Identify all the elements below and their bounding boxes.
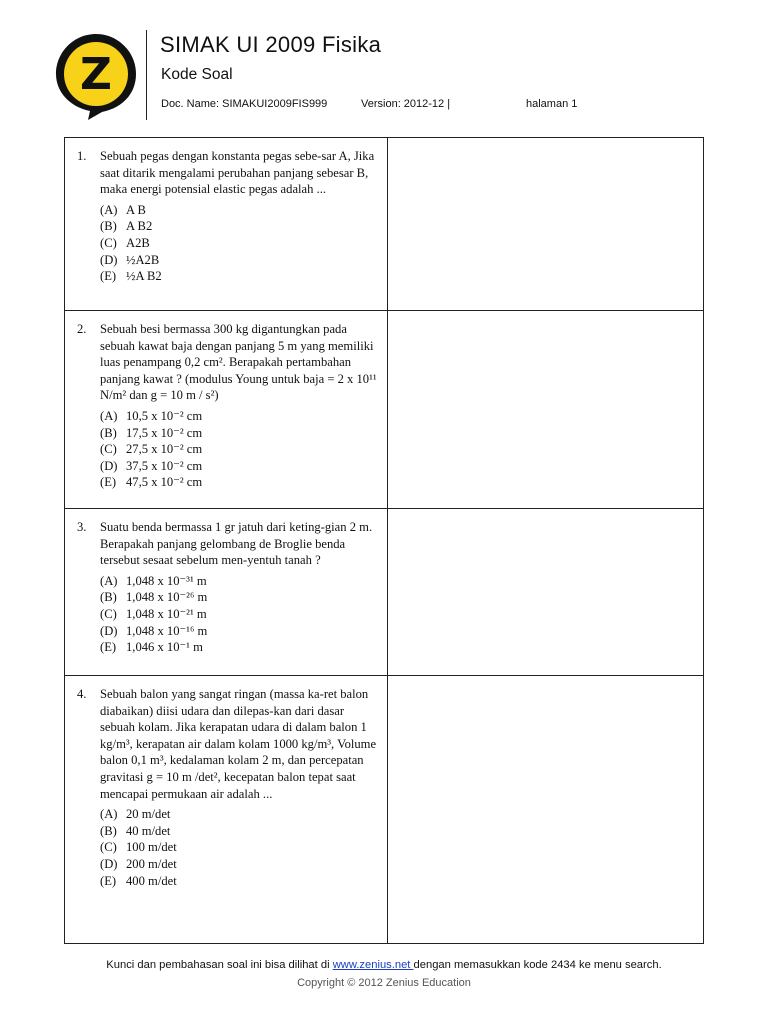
- option-label: (D): [100, 252, 118, 267]
- option-text: A B: [126, 202, 146, 217]
- option-label: (D): [100, 623, 118, 638]
- option-label: (D): [100, 856, 118, 871]
- option-text: 17,5 x 10⁻² cm: [126, 425, 203, 440]
- question-text: Suatu benda bermassa 1 gr jatuh dari keting-gian 2 m. Berapakah panjang gelombang de Broglie benda tersebut sesaat sebelum men-yentuh tanah ?: [100, 520, 373, 568]
- option-c: [100, 606, 379, 623]
- page-number: halaman 1: [526, 98, 578, 110]
- option-a: [100, 408, 379, 425]
- option-label: (E): [100, 475, 117, 490]
- option-a: [100, 806, 379, 823]
- option-c: [100, 839, 379, 856]
- option-label: (B): [100, 219, 117, 234]
- question-cell: [65, 509, 388, 676]
- option-text: ½A B2: [126, 269, 162, 284]
- option-b: [100, 823, 379, 840]
- option-d: [100, 856, 379, 873]
- option-b: [100, 589, 379, 606]
- option-label: (B): [100, 590, 117, 605]
- option-label: (C): [100, 235, 117, 250]
- option-text: 200 m/det: [126, 856, 177, 871]
- option-b: [100, 425, 379, 442]
- footer-text-after: dengan memasukkan kode 2434 ke menu search.: [413, 959, 662, 971]
- option-text: 1,046 x 10⁻¹ m: [126, 640, 203, 655]
- option-label: (C): [100, 606, 117, 621]
- option-label: (A): [100, 202, 118, 217]
- footer-text-before: Kunci dan pembahasan soal ini bisa dilihat di: [106, 959, 333, 971]
- option-text: 20 m/det: [126, 807, 171, 822]
- option-list: [100, 573, 379, 656]
- option-label: (E): [100, 269, 117, 284]
- doc-name: Doc. Name: SIMAKUI2009FIS999: [161, 98, 328, 110]
- option-text: 37,5 x 10⁻² cm: [126, 458, 203, 473]
- option-b: [100, 218, 379, 235]
- option-c: [100, 235, 379, 252]
- answer-cell: [388, 509, 704, 676]
- option-text: A2B: [126, 235, 150, 250]
- option-label: (C): [100, 442, 117, 457]
- doc-version: Version: 2012-12 |: [361, 98, 451, 110]
- page-subtitle: Kode Soal: [161, 66, 233, 83]
- question-text: Sebuah pegas dengan konstanta pegas sebe-sar A, Jika saat ditarik mengalami perubahan panjang sebesar B, maka energi potensial elastic pegas adalah ...: [100, 149, 375, 197]
- option-d: [100, 623, 379, 640]
- question-table: [64, 137, 704, 944]
- question-number: 1.: [77, 149, 87, 163]
- option-label: (C): [100, 840, 117, 855]
- page-title: SIMAK UI 2009 Fisika: [160, 32, 382, 57]
- option-e: [100, 873, 379, 890]
- answer-cell: [388, 311, 704, 509]
- option-label: (A): [100, 408, 118, 423]
- option-label: (E): [100, 640, 117, 655]
- question-number: 4.: [77, 687, 87, 701]
- logo-letter: Z: [80, 49, 112, 100]
- option-text: 400 m/det: [126, 873, 177, 888]
- option-label: (B): [100, 823, 117, 838]
- option-text: A B2: [126, 219, 153, 234]
- option-text: 47,5 x 10⁻² cm: [126, 475, 203, 490]
- option-text: 10,5 x 10⁻² cm: [126, 408, 203, 423]
- header-divider: [146, 30, 147, 120]
- option-text: 40 m/det: [126, 823, 171, 838]
- question-cell: [65, 138, 388, 311]
- question-cell: [65, 311, 388, 509]
- option-text: 1,048 x 10⁻²⁶ m: [126, 590, 208, 605]
- option-a: [100, 202, 379, 219]
- option-text: 1,048 x 10⁻³¹ m: [126, 573, 207, 588]
- option-c: [100, 441, 379, 458]
- copyright: Copyright © 2012 Zenius Education: [297, 977, 471, 989]
- option-list: [100, 408, 379, 491]
- option-list: [100, 806, 379, 889]
- option-e: [100, 268, 379, 285]
- option-text: 100 m/det: [126, 840, 177, 855]
- option-text: 27,5 x 10⁻² cm: [126, 442, 203, 457]
- footer-note: [0, 959, 768, 971]
- question-number: 2.: [77, 322, 87, 336]
- option-label: (A): [100, 807, 118, 822]
- answer-cell: [388, 138, 704, 311]
- question-cell: [65, 676, 388, 944]
- question-text: Sebuah balon yang sangat ringan (massa ka-ret balon diabaikan) diisi udara dan dilepas-kan dari dasar sebuah kolam. Jika kerapatan udara di dalam balon 1 kg/m³, kerapatan air dalam kolam 1000 kg/m³, Volume balon 0,1 m³, kedalaman kolam 2 m, dan percepatan gravitasi g = 10 m /det², kecepatan balon tepat saat mencapai permukaan air adalah ...: [100, 687, 377, 801]
- option-text: ½A2B: [126, 252, 160, 267]
- option-label: (A): [100, 573, 118, 588]
- option-label: (E): [100, 873, 117, 888]
- question-number: 3.: [77, 520, 87, 534]
- option-a: [100, 573, 379, 590]
- zenius-logo-icon: [52, 30, 140, 122]
- question-text: Sebuah besi bermassa 300 kg digantungkan pada sebuah kawat baja dengan panjang 5 m yang memiliki luas penampang 0,2 cm². Berapakah pertambahan panjang kawat ? (modulus Young untuk baja = 2 x 10¹¹ N/m² dan g = 10 m / s²): [100, 322, 377, 403]
- zenius-link[interactable]: www.zenius.net: [332, 959, 414, 971]
- option-d: [100, 252, 379, 269]
- option-d: [100, 458, 379, 475]
- option-text: 1,048 x 10⁻¹⁶ m: [126, 623, 208, 638]
- option-e: [100, 639, 379, 656]
- option-label: (D): [100, 458, 118, 473]
- option-list: [100, 202, 379, 285]
- option-label: (B): [100, 425, 117, 440]
- option-e: [100, 474, 379, 491]
- answer-cell: [388, 676, 704, 944]
- option-text: 1,048 x 10⁻²¹ m: [126, 606, 207, 621]
